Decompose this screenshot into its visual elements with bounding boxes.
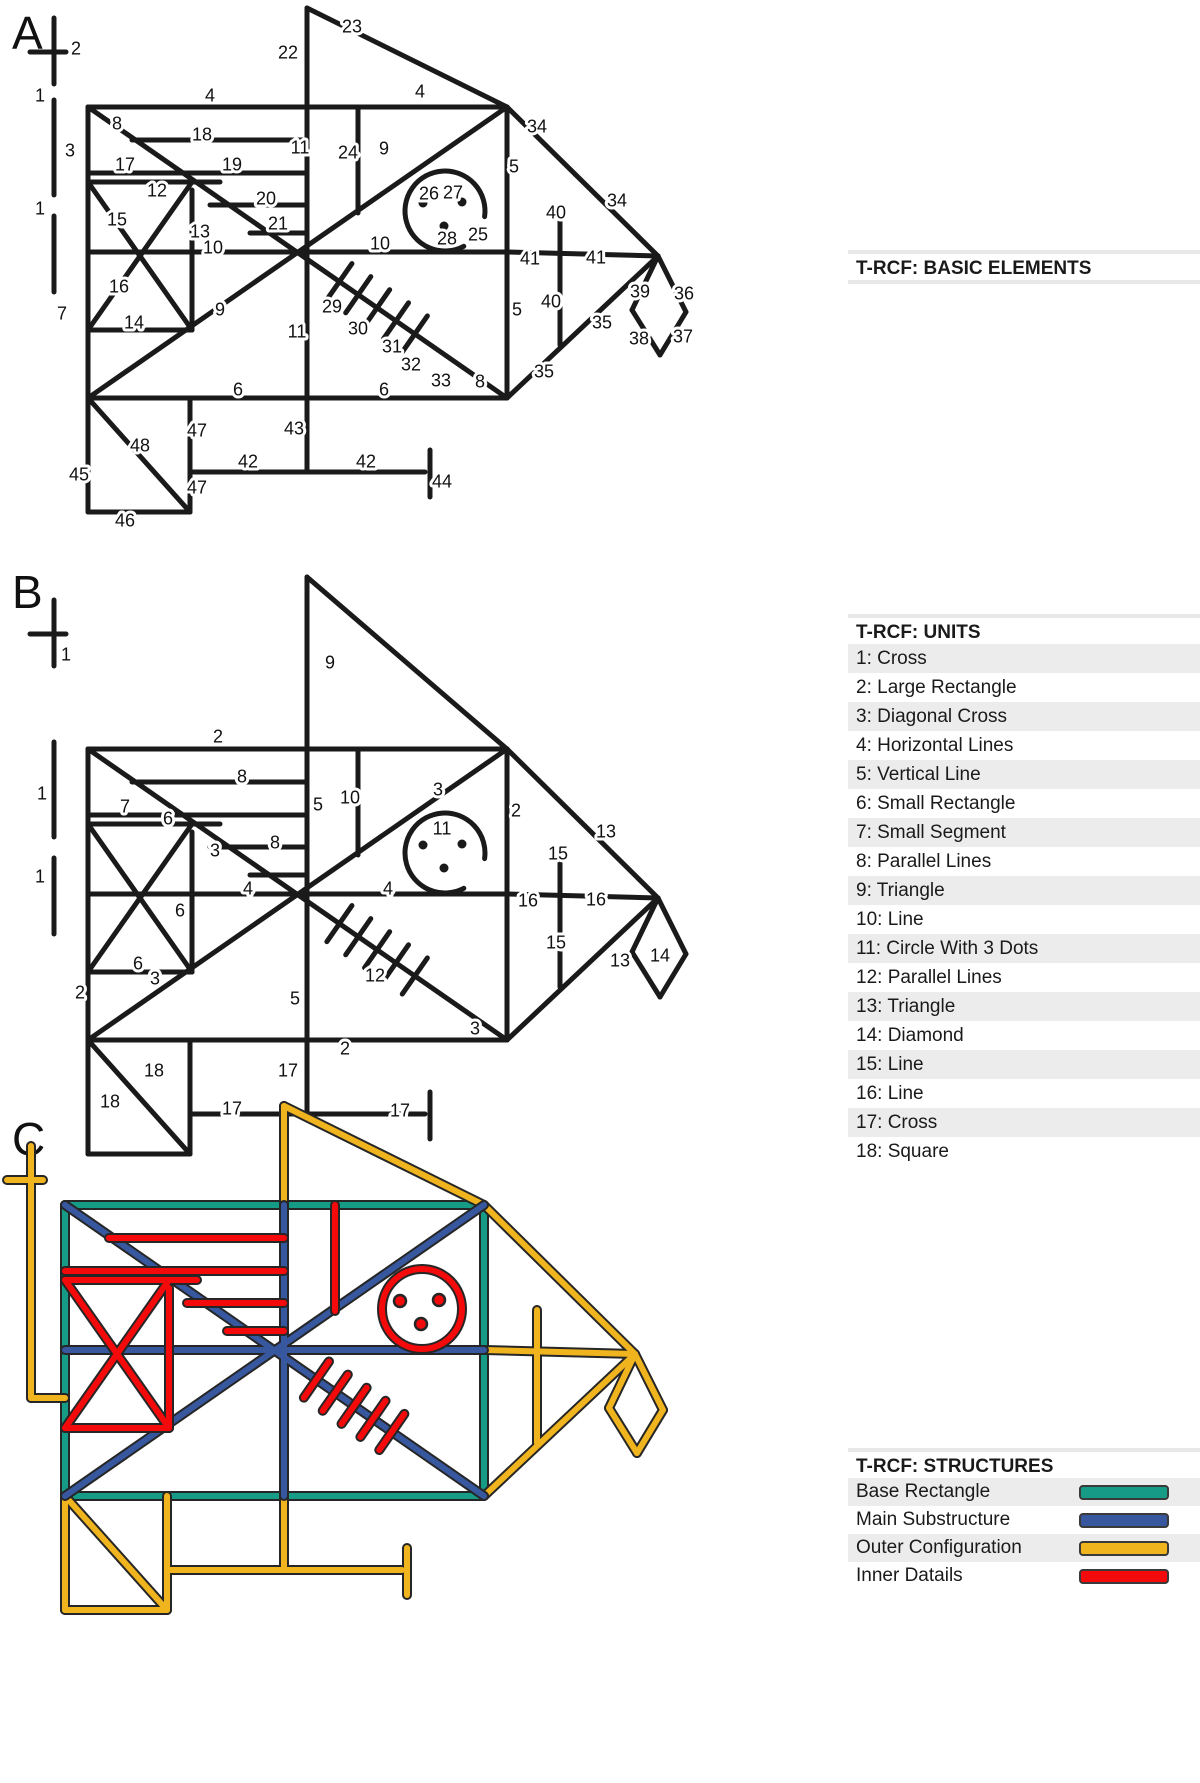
element-number-label: 32 (400, 354, 422, 375)
element-number-label: 6 (174, 900, 186, 921)
element-number-label: 17 (389, 1100, 411, 1121)
legend-item (848, 1562, 1200, 1590)
legend-item: 6: Small Rectangle (856, 793, 1016, 814)
element-number-label: 27 (442, 182, 464, 203)
panel-c-figure (0, 1098, 827, 1638)
complex-figure-drawing (0, 0, 850, 540)
element-number-label: 12 (146, 180, 168, 201)
element-number-label: 17 (114, 154, 136, 175)
element-number-label: 2 (74, 982, 86, 1003)
element-number-label: 44 (431, 471, 453, 492)
element-number-label: 4 (414, 81, 426, 102)
element-number-label: 31 (381, 336, 403, 357)
element-number-label: 17 (221, 1098, 243, 1119)
element-number-label: 3 (469, 1018, 481, 1039)
element-number-label: 43 (283, 418, 305, 439)
element-number-label: 17 (277, 1060, 299, 1081)
legend-item: 17: Cross (848, 1108, 1200, 1137)
element-number-label: 26 (418, 183, 440, 204)
element-number-label: 19 (221, 154, 243, 175)
element-number-label: 6 (378, 379, 390, 400)
element-number-label: 22 (277, 42, 299, 63)
element-number-label: 8 (474, 371, 486, 392)
element-number-label: 8 (269, 832, 281, 853)
legend-item (848, 1534, 1200, 1562)
element-number-label: 11 (290, 137, 310, 158)
element-number-label: 47 (186, 420, 208, 441)
element-number-label: 4 (382, 878, 394, 899)
element-number-label: 16 (585, 889, 607, 910)
legend-item-label: Outer Configuration (856, 1537, 1022, 1558)
legend-item: 16: Line (856, 1083, 924, 1104)
element-number-label: 9 (324, 652, 336, 673)
panel-c-letter: C (12, 1113, 46, 1165)
element-number-label: 6 (232, 379, 244, 400)
legend-item: 13: Triangle (848, 992, 1200, 1021)
element-number-label: 10 (202, 237, 224, 258)
element-number-label: 24 (337, 142, 359, 163)
element-number-label: 12 (364, 965, 386, 986)
element-number-label: 41 (519, 248, 541, 269)
element-number-label: 2 (212, 726, 224, 747)
element-number-label: 46 (114, 510, 136, 531)
element-number-label: 9 (378, 138, 390, 159)
legend-item: 12: Parallel Lines (856, 967, 1002, 988)
element-number-label: 5 (289, 988, 301, 1009)
element-number-label: 10 (369, 233, 391, 254)
element-number-label: 37 (672, 326, 694, 347)
element-number-label: 42 (237, 451, 259, 472)
element-number-label: 41 (585, 247, 607, 268)
element-number-label: 33 (430, 370, 452, 391)
element-number-label: 16 (517, 890, 539, 911)
legend-color-swatch (1079, 1541, 1169, 1556)
panel-a-legend-title: T-RCF: BASIC ELEMENTS (848, 250, 1200, 284)
legend-item: 14: Diamond (856, 1025, 964, 1046)
element-number-label: 3 (64, 140, 76, 161)
element-number-label: 9 (214, 299, 226, 320)
element-number-label: 11 (432, 818, 452, 839)
element-number-label: 11 (287, 321, 307, 342)
legend-item-label: Inner Datails (856, 1565, 963, 1586)
legend-item: 1: Cross (848, 644, 1200, 673)
element-number-label: 4 (204, 85, 216, 106)
element-number-label: 13 (189, 221, 211, 242)
element-number-label: 20 (255, 188, 277, 209)
element-number-label: 13 (595, 821, 617, 842)
element-number-label: 23 (341, 16, 363, 37)
element-number-label: 40 (545, 202, 567, 223)
complex-figure-drawing (0, 562, 850, 1182)
element-number-label: 13 (609, 950, 631, 971)
element-number-label: 7 (56, 303, 68, 324)
legend-item: 2: Large Rectangle (856, 677, 1017, 698)
panel-b-legend-items (848, 644, 1200, 1166)
element-number-label: 10 (339, 787, 361, 808)
element-number-label: 34 (606, 190, 628, 211)
element-number-label: 14 (123, 312, 145, 333)
element-number-label: 4 (242, 878, 254, 899)
element-number-label: 2 (339, 1038, 351, 1059)
legend-item: 18: Square (856, 1141, 949, 1162)
panel-b-legend (848, 614, 1200, 1166)
element-number-label: 18 (99, 1091, 121, 1112)
element-number-label: 8 (236, 766, 248, 787)
legend-item: 7: Small Segment (848, 818, 1200, 847)
element-number-label: 25 (467, 224, 489, 245)
element-number-label: 15 (547, 843, 569, 864)
element-number-label: 28 (436, 228, 458, 249)
element-number-label: 35 (591, 312, 613, 333)
element-number-label: 7 (119, 796, 131, 817)
element-number-label: 6 (132, 953, 144, 974)
element-number-label: 15 (106, 209, 128, 230)
legend-color-swatch (1079, 1569, 1169, 1584)
element-number-label: 3 (432, 779, 444, 800)
legend-color-swatch (1079, 1485, 1169, 1500)
element-number-label: 42 (355, 451, 377, 472)
legend-item: 4: Horizontal Lines (856, 735, 1014, 756)
legend-color-swatch (1079, 1513, 1169, 1528)
element-number-label: 40 (540, 291, 562, 312)
element-number-label: 2 (510, 800, 522, 821)
legend-item: 9: Triangle (848, 876, 1200, 905)
complex-figure-drawing (0, 1098, 827, 1638)
element-number-label: 1 (34, 198, 46, 219)
panel-c-legend (848, 1448, 1200, 1590)
element-number-label: 5 (312, 794, 324, 815)
panel-b-legend-title: T-RCF: UNITS (848, 614, 1200, 644)
legend-item: 8: Parallel Lines (856, 851, 992, 872)
element-number-label: 45 (68, 464, 90, 485)
element-number-label: 36 (673, 283, 695, 304)
element-number-label: 14 (649, 945, 671, 966)
element-number-label: 35 (533, 361, 555, 382)
element-number-label: 1 (34, 85, 46, 106)
panel-c-legend-title: T-RCF: STRUCTURES (848, 1448, 1200, 1478)
panel-a-legend (848, 250, 1200, 284)
element-number-label: 1 (60, 644, 72, 665)
element-number-label: 38 (628, 328, 650, 349)
element-number-label: 3 (149, 968, 161, 989)
panel-a-letter: A (12, 7, 43, 59)
element-number-label: 6 (162, 808, 174, 829)
element-number-label: 48 (129, 435, 151, 456)
legend-item-label: Base Rectangle (856, 1481, 991, 1502)
panel-b-letter: B (12, 566, 43, 618)
panel-c-legend-items (848, 1478, 1200, 1590)
element-number-label: 16 (108, 276, 130, 297)
element-number-label: 21 (267, 213, 289, 234)
legend-item: 10: Line (856, 909, 924, 930)
legend-item-label: Main Substructure (856, 1509, 1011, 1530)
element-number-label: 47 (186, 477, 208, 498)
element-number-label: 8 (111, 113, 123, 134)
legend-item: 11: Circle With 3 Dots (848, 934, 1200, 963)
element-number-label: 2 (70, 38, 82, 59)
element-number-label: 1 (34, 866, 46, 887)
element-number-label: 39 (629, 281, 651, 302)
element-number-label: 5 (508, 156, 520, 177)
legend-item: 3: Diagonal Cross (848, 702, 1200, 731)
legend-item: 5: Vertical Line (848, 760, 1200, 789)
panel-b-figure (0, 562, 850, 1182)
element-number-label: 1 (36, 783, 48, 804)
legend-item (848, 1478, 1200, 1506)
element-number-label: 3 (209, 840, 221, 861)
element-number-label: 18 (143, 1060, 165, 1081)
element-number-label: 5 (511, 299, 523, 320)
element-number-label: 30 (347, 318, 369, 339)
element-number-label: 29 (321, 296, 343, 317)
element-number-label: 18 (191, 124, 213, 145)
legend-item (848, 1506, 1200, 1534)
element-number-label: 34 (526, 116, 548, 137)
panel-a-figure (0, 0, 850, 540)
legend-item: 15: Line (848, 1050, 1200, 1079)
element-number-label: 15 (545, 932, 567, 953)
